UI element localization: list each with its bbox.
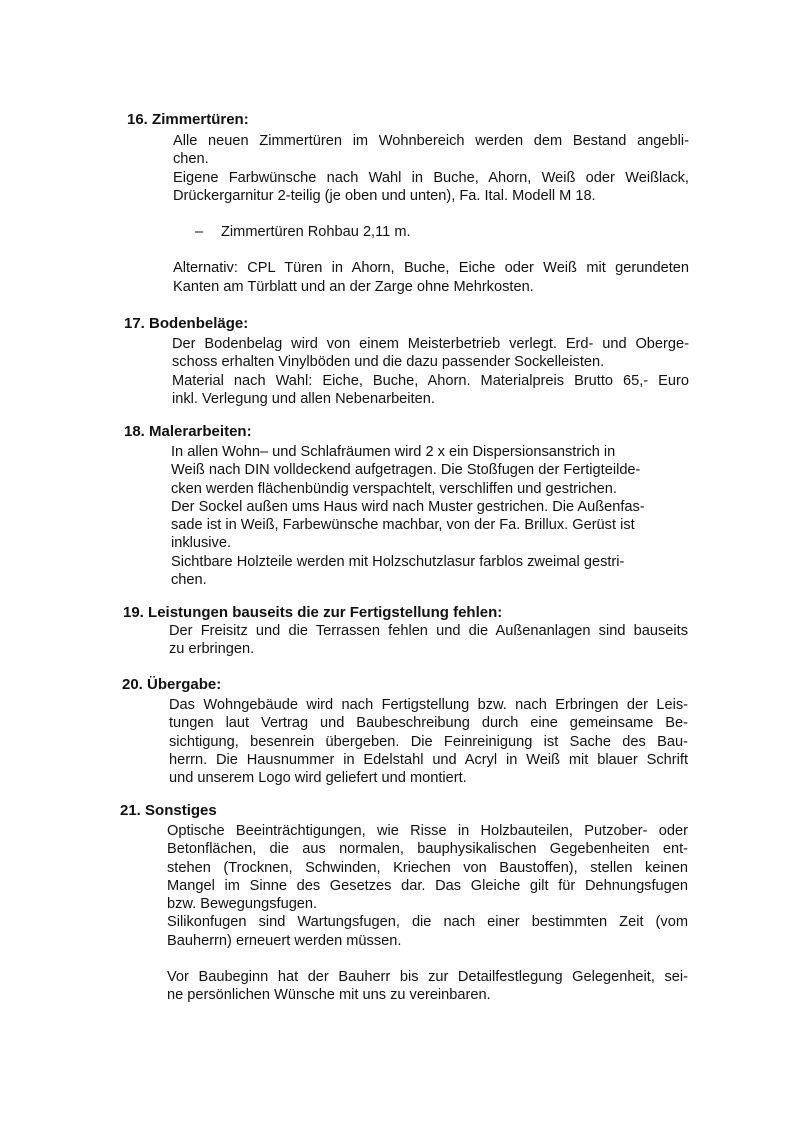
section-body xyxy=(172,335,689,408)
text-line: In allen Wohn– und Schlafräumen wird 2 x ein Dispersionsanstrich in xyxy=(171,444,616,460)
section-number: 18. xyxy=(124,423,145,440)
text-line: sade ist in Weiß, Farbewünsche machbar, von der Fa. Brillux. Gerüst ist xyxy=(171,517,635,534)
section-heading xyxy=(120,802,688,820)
text-line: bzw. Bewegungsfugen. xyxy=(167,896,318,913)
text-line: inkl. Verlegung und allen Nebenarbeiten. xyxy=(172,390,435,407)
section-title: Leistungen bauseits die zur Fertigstellung fehlen: xyxy=(148,604,503,621)
text-line: ne persönlichen Wünsche mit uns zu vereinbaren. xyxy=(167,987,491,1004)
section-title: Sonstiges xyxy=(145,802,217,819)
section-heading xyxy=(124,423,689,441)
section-18 xyxy=(124,423,689,589)
section-body xyxy=(173,132,689,296)
text-line: Der Freisitz und die Terrassen fehlen und die Außenanlagen sind bauseits xyxy=(169,623,688,639)
text-line: Weiß nach DIN volldeckend aufgetragen. Die Stoßfugen der Fertigteilde- xyxy=(171,462,641,479)
text-line: Kanten am Türblatt und an der Zarge ohne Mehrkosten. xyxy=(173,278,534,295)
section-19 xyxy=(123,604,688,659)
bullet-text: Zimmertüren Rohbau 2,11 m. xyxy=(221,224,411,241)
section-body xyxy=(167,822,688,1005)
text-line: Drückergarnitur 2-teilig (je oben und unten), Fa. Ital. Modell M 18. xyxy=(173,187,596,204)
section-body xyxy=(169,622,688,659)
text-line: Das Wohngebäude wird nach Fertigstellung bzw. nach Erbringen der Leis- xyxy=(169,697,688,713)
section-title: Übergabe: xyxy=(147,676,222,693)
text-line: chen. xyxy=(171,572,207,589)
text-line: Sichtbare Holzteile werden mit Holzschutzlasur farblos zweimal gestri- xyxy=(171,553,625,570)
text-line: inklusive. xyxy=(171,535,232,552)
text-line: Eigene Farbwünsche nach Wahl in Buche, Ahorn, Weiß oder Weißlack, xyxy=(173,169,689,186)
section-number: 16. xyxy=(127,111,148,128)
text-line: Bauherrn) erneuert werden müssen. xyxy=(167,932,402,949)
text-line: stehen (Trocknen, Schwinden, Kriechen von Baustoffen), stellen keinen xyxy=(167,859,688,876)
text-line: und unserem Logo wird geliefert und montiert. xyxy=(169,770,467,787)
section-heading xyxy=(123,604,688,622)
section-number: 17. xyxy=(124,315,145,332)
text-line: cken werden flächenbündig verspachtelt, verschliffen und gestrichen. xyxy=(171,480,617,497)
text-line: Optische Beeinträchtigungen, wie Risse in Holzbauteilen, Putzober- oder xyxy=(167,823,688,839)
text-line: Vor Baubeginn hat der Bauherr bis zur Detailfestlegung Gelegenheit, sei- xyxy=(167,969,688,986)
section-heading xyxy=(124,315,689,333)
section-16 xyxy=(127,111,689,296)
text-line: herrn. Die Hausnummer in Edelstahl und Acryl in Weiß mit blauer Schrift xyxy=(169,751,688,768)
section-body xyxy=(171,443,689,589)
section-title: Zimmertüren: xyxy=(152,111,249,128)
section-17 xyxy=(124,315,689,408)
section-heading xyxy=(122,676,688,694)
text-line: tungen laut Vertrag und Baubeschreibung durch eine gemeinsame Be- xyxy=(169,715,688,732)
text-line: Der Sockel außen ums Haus wird nach Muster gestrichen. Die Außenfas- xyxy=(171,498,645,515)
text-line: Betonflächen, die aus normalen, bauphysikalischen Gegebenheiten ent- xyxy=(167,841,688,858)
section-body xyxy=(169,696,688,787)
section-title: Malerarbeiten: xyxy=(149,423,252,440)
section-number: 19. xyxy=(123,604,144,621)
text-line: Alternativ: CPL Türen in Ahorn, Buche, Eiche oder Weiß mit gerundeten xyxy=(173,260,689,277)
text-line: Silikonfugen sind Wartungsfugen, die nach einer bestimmten Zeit (vom xyxy=(167,914,688,931)
text-line: Alle neuen Zimmertüren im Wohnbereich werden dem Bestand angebli- xyxy=(173,133,689,149)
text-line: Material nach Wahl: Eiche, Buche, Ahorn. Materialpreis Brutto 65,- Euro xyxy=(172,372,689,389)
dash-bullet-icon: – xyxy=(195,224,204,241)
text-line: chen. xyxy=(173,151,209,168)
text-line: sichtigung, besenrein übergeben. Die Feinreinigung ist Sache des Bau- xyxy=(169,733,688,750)
text-line: zu erbringen. xyxy=(169,641,255,658)
section-title: Bodenbeläge: xyxy=(149,315,249,332)
section-heading xyxy=(127,111,689,129)
text-line: schoss erhalten Vinylböden und die dazu passender Sockelleisten. xyxy=(172,354,605,371)
bullet-item xyxy=(173,223,689,241)
section-20 xyxy=(122,676,688,787)
section-21 xyxy=(120,802,688,1005)
section-number: 21. xyxy=(120,802,141,819)
section-number: 20. xyxy=(122,676,143,693)
text-line: Mangel im Sinne des Gesetzes dar. Das Gleiche gilt für Dehnungsfugen xyxy=(167,877,688,894)
text-line: Der Bodenbelag wird von einem Meisterbetrieb verlegt. Erd- und Oberge- xyxy=(172,336,689,352)
